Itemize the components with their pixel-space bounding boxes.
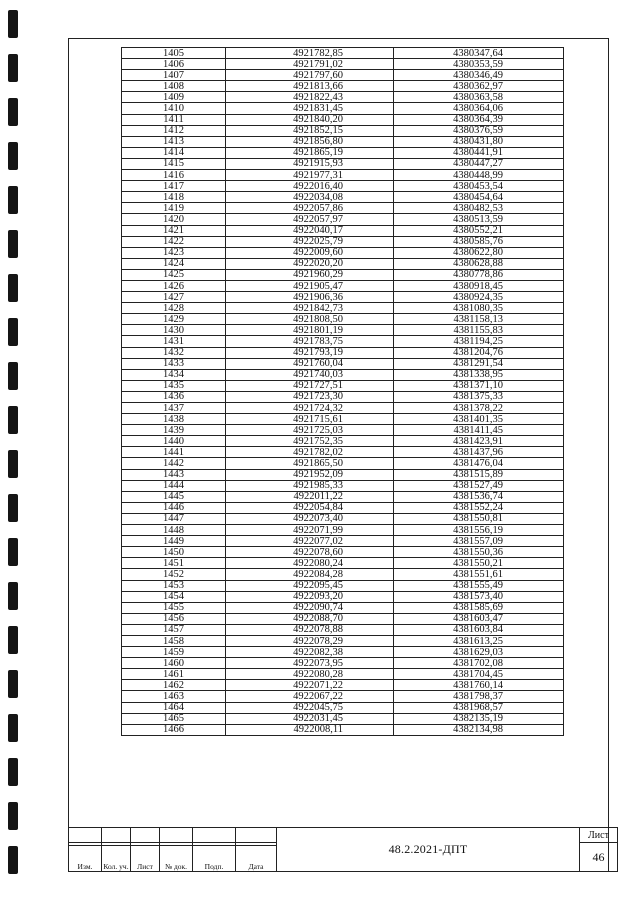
x-coordinate: 4922040,17 bbox=[226, 225, 394, 236]
y-coordinate: 4381291,54 bbox=[394, 358, 564, 369]
coordinate-row bbox=[122, 158, 564, 169]
coordinate-row bbox=[122, 214, 564, 225]
x-coordinate: 4922080,28 bbox=[226, 669, 394, 680]
x-coordinate: 4922057,86 bbox=[226, 203, 394, 214]
stamp-empty-cell bbox=[69, 828, 102, 843]
x-coordinate: 4922090,74 bbox=[226, 602, 394, 613]
coordinate-row bbox=[122, 491, 564, 502]
binding-mark bbox=[8, 714, 18, 742]
coordinate-row bbox=[122, 358, 564, 369]
point-number: 1436 bbox=[122, 391, 226, 402]
y-coordinate: 4380376,59 bbox=[394, 125, 564, 136]
point-number: 1453 bbox=[122, 580, 226, 591]
y-coordinate: 4380482,53 bbox=[394, 203, 564, 214]
y-coordinate: 4380918,45 bbox=[394, 280, 564, 291]
x-coordinate: 4921782,02 bbox=[226, 447, 394, 458]
point-number: 1424 bbox=[122, 258, 226, 269]
y-coordinate: 4380778,86 bbox=[394, 269, 564, 280]
point-number: 1410 bbox=[122, 103, 226, 114]
coordinate-row bbox=[122, 658, 564, 669]
point-number: 1405 bbox=[122, 48, 226, 59]
point-number: 1454 bbox=[122, 591, 226, 602]
binding-mark bbox=[8, 10, 18, 38]
point-number: 1446 bbox=[122, 502, 226, 513]
point-number: 1418 bbox=[122, 192, 226, 203]
y-coordinate: 4381968,57 bbox=[394, 702, 564, 713]
binding-mark bbox=[8, 406, 18, 434]
x-coordinate: 4922067,22 bbox=[226, 691, 394, 702]
coordinate-row bbox=[122, 680, 564, 691]
point-number: 1407 bbox=[122, 70, 226, 81]
coordinate-row bbox=[122, 236, 564, 247]
x-coordinate: 4922031,45 bbox=[226, 713, 394, 724]
y-coordinate: 4381204,76 bbox=[394, 347, 564, 358]
point-number: 1452 bbox=[122, 569, 226, 580]
y-coordinate: 4381629,03 bbox=[394, 647, 564, 658]
x-coordinate: 4921727,51 bbox=[226, 380, 394, 391]
y-coordinate: 4380448,99 bbox=[394, 170, 564, 181]
y-coordinate: 4381194,25 bbox=[394, 336, 564, 347]
stamp-col-date: Дата bbox=[236, 845, 277, 871]
point-number: 1429 bbox=[122, 314, 226, 325]
coordinate-row bbox=[122, 480, 564, 491]
x-coordinate: 4921715,61 bbox=[226, 414, 394, 425]
x-coordinate: 4921977,31 bbox=[226, 170, 394, 181]
coordinate-row bbox=[122, 469, 564, 480]
x-coordinate: 4921831,45 bbox=[226, 103, 394, 114]
y-coordinate: 4381585,69 bbox=[394, 602, 564, 613]
stamp-empty-cell bbox=[193, 828, 236, 843]
coordinate-row bbox=[122, 525, 564, 536]
x-coordinate: 4922016,40 bbox=[226, 181, 394, 192]
coordinate-row bbox=[122, 724, 564, 735]
point-number: 1437 bbox=[122, 403, 226, 414]
coordinate-row bbox=[122, 647, 564, 658]
y-coordinate: 4380513,59 bbox=[394, 214, 564, 225]
point-number: 1434 bbox=[122, 369, 226, 380]
coordinate-row bbox=[122, 380, 564, 391]
coordinate-row bbox=[122, 391, 564, 402]
y-coordinate: 4381158,13 bbox=[394, 314, 564, 325]
binding-mark bbox=[8, 494, 18, 522]
x-coordinate: 4922078,60 bbox=[226, 547, 394, 558]
point-number: 1460 bbox=[122, 658, 226, 669]
coordinate-row bbox=[122, 569, 564, 580]
coordinate-row bbox=[122, 103, 564, 114]
y-coordinate: 4381573,40 bbox=[394, 591, 564, 602]
y-coordinate: 4381702,08 bbox=[394, 658, 564, 669]
x-coordinate: 4922057,97 bbox=[226, 214, 394, 225]
y-coordinate: 4380347,64 bbox=[394, 48, 564, 59]
point-number: 1458 bbox=[122, 635, 226, 646]
title-block bbox=[68, 827, 618, 872]
coordinate-row bbox=[122, 114, 564, 125]
x-coordinate: 4922078,88 bbox=[226, 624, 394, 635]
point-number: 1417 bbox=[122, 181, 226, 192]
point-number: 1440 bbox=[122, 436, 226, 447]
y-coordinate: 4381080,35 bbox=[394, 303, 564, 314]
x-coordinate: 4922080,24 bbox=[226, 558, 394, 569]
x-coordinate: 4921793,19 bbox=[226, 347, 394, 358]
y-coordinate: 4381603,84 bbox=[394, 624, 564, 635]
x-coordinate: 4922093,20 bbox=[226, 591, 394, 602]
point-number: 1423 bbox=[122, 247, 226, 258]
coordinate-row bbox=[122, 425, 564, 436]
x-coordinate: 4922020,20 bbox=[226, 258, 394, 269]
x-coordinate: 4921906,36 bbox=[226, 292, 394, 303]
y-coordinate: 4380454,64 bbox=[394, 192, 564, 203]
point-number: 1457 bbox=[122, 624, 226, 635]
x-coordinate: 4921724,32 bbox=[226, 403, 394, 414]
stamp-empty-cell bbox=[160, 828, 193, 843]
y-coordinate: 4381371,10 bbox=[394, 380, 564, 391]
x-coordinate: 4921725,03 bbox=[226, 425, 394, 436]
point-number: 1432 bbox=[122, 347, 226, 358]
coordinate-row bbox=[122, 458, 564, 469]
x-coordinate: 4921752,35 bbox=[226, 436, 394, 447]
point-number: 1451 bbox=[122, 558, 226, 569]
binding-mark bbox=[8, 274, 18, 302]
binding-mark bbox=[8, 758, 18, 786]
coordinate-row bbox=[122, 347, 564, 358]
y-coordinate: 4381423,91 bbox=[394, 436, 564, 447]
coordinate-row bbox=[122, 192, 564, 203]
x-coordinate: 4922077,02 bbox=[226, 536, 394, 547]
y-coordinate: 4380924,35 bbox=[394, 292, 564, 303]
coordinate-row bbox=[122, 502, 564, 513]
point-number: 1413 bbox=[122, 136, 226, 147]
point-number: 1414 bbox=[122, 147, 226, 158]
point-number: 1411 bbox=[122, 114, 226, 125]
stamp-col-qty: Кол. уч. bbox=[102, 845, 131, 871]
coordinate-row bbox=[122, 436, 564, 447]
x-coordinate: 4921822,43 bbox=[226, 92, 394, 103]
x-coordinate: 4921952,09 bbox=[226, 469, 394, 480]
x-coordinate: 4922011,22 bbox=[226, 491, 394, 502]
y-coordinate: 4381375,33 bbox=[394, 391, 564, 402]
point-number: 1456 bbox=[122, 613, 226, 624]
x-coordinate: 4922025,79 bbox=[226, 236, 394, 247]
x-coordinate: 4921915,93 bbox=[226, 158, 394, 169]
coordinate-row bbox=[122, 70, 564, 81]
y-coordinate: 4381798,37 bbox=[394, 691, 564, 702]
y-coordinate: 4381550,81 bbox=[394, 513, 564, 524]
binding-mark bbox=[8, 846, 18, 874]
binding-mark bbox=[8, 670, 18, 698]
x-coordinate: 4921852,15 bbox=[226, 125, 394, 136]
point-number: 1449 bbox=[122, 536, 226, 547]
stamp-col-sheet: Лист bbox=[131, 845, 160, 871]
coordinate-row bbox=[122, 591, 564, 602]
point-number: 1464 bbox=[122, 702, 226, 713]
point-number: 1408 bbox=[122, 81, 226, 92]
point-number: 1459 bbox=[122, 647, 226, 658]
binding-mark bbox=[8, 582, 18, 610]
binding-mark bbox=[8, 538, 18, 566]
x-coordinate: 4922008,11 bbox=[226, 724, 394, 735]
x-coordinate: 4922084,28 bbox=[226, 569, 394, 580]
coordinates-table bbox=[121, 47, 564, 736]
coordinate-row bbox=[122, 247, 564, 258]
point-number: 1441 bbox=[122, 447, 226, 458]
coordinate-row bbox=[122, 325, 564, 336]
coordinate-row bbox=[122, 92, 564, 103]
point-number: 1455 bbox=[122, 602, 226, 613]
y-coordinate: 4380346,49 bbox=[394, 70, 564, 81]
coordinate-row bbox=[122, 691, 564, 702]
y-coordinate: 4380453,54 bbox=[394, 181, 564, 192]
y-coordinate: 4381760,14 bbox=[394, 680, 564, 691]
x-coordinate: 4921740,03 bbox=[226, 369, 394, 380]
y-coordinate: 4381556,19 bbox=[394, 525, 564, 536]
point-number: 1419 bbox=[122, 203, 226, 214]
x-coordinate: 4921801,19 bbox=[226, 325, 394, 336]
point-number: 1444 bbox=[122, 480, 226, 491]
point-number: 1450 bbox=[122, 547, 226, 558]
stamp-col-doc-no: № док. bbox=[160, 845, 193, 871]
coordinate-row bbox=[122, 547, 564, 558]
y-coordinate: 4380362,97 bbox=[394, 81, 564, 92]
x-coordinate: 4922034,08 bbox=[226, 192, 394, 203]
coordinate-row bbox=[122, 303, 564, 314]
coordinate-row bbox=[122, 225, 564, 236]
point-number: 1445 bbox=[122, 491, 226, 502]
coordinate-row bbox=[122, 602, 564, 613]
coordinate-row bbox=[122, 369, 564, 380]
stamp-empty-cell bbox=[236, 828, 277, 843]
x-coordinate: 4921783,75 bbox=[226, 336, 394, 347]
point-number: 1447 bbox=[122, 513, 226, 524]
point-number: 1448 bbox=[122, 525, 226, 536]
x-coordinate: 4922071,99 bbox=[226, 525, 394, 536]
point-number: 1420 bbox=[122, 214, 226, 225]
y-coordinate: 4380364,06 bbox=[394, 103, 564, 114]
point-number: 1466 bbox=[122, 724, 226, 735]
y-coordinate: 4382135,19 bbox=[394, 713, 564, 724]
y-coordinate: 4381527,49 bbox=[394, 480, 564, 491]
coordinate-row bbox=[122, 314, 564, 325]
point-number: 1443 bbox=[122, 469, 226, 480]
x-coordinate: 4921808,50 bbox=[226, 314, 394, 325]
point-number: 1422 bbox=[122, 236, 226, 247]
coordinate-row bbox=[122, 624, 564, 635]
x-coordinate: 4921791,02 bbox=[226, 59, 394, 70]
y-coordinate: 4381155,83 bbox=[394, 325, 564, 336]
y-coordinate: 4380441,91 bbox=[394, 147, 564, 158]
stamp-empty-cell bbox=[102, 828, 131, 843]
point-number: 1461 bbox=[122, 669, 226, 680]
x-coordinate: 4921865,50 bbox=[226, 458, 394, 469]
coordinate-row bbox=[122, 136, 564, 147]
x-coordinate: 4921960,29 bbox=[226, 269, 394, 280]
point-number: 1433 bbox=[122, 358, 226, 369]
y-coordinate: 4380364,39 bbox=[394, 114, 564, 125]
y-coordinate: 4381603,47 bbox=[394, 613, 564, 624]
coordinate-row bbox=[122, 580, 564, 591]
x-coordinate: 4921813,66 bbox=[226, 81, 394, 92]
coordinate-row bbox=[122, 170, 564, 181]
point-number: 1425 bbox=[122, 269, 226, 280]
y-coordinate: 4381613,25 bbox=[394, 635, 564, 646]
x-coordinate: 4921723,30 bbox=[226, 391, 394, 402]
sheet-number: 46 bbox=[580, 843, 618, 872]
coordinate-row bbox=[122, 613, 564, 624]
coordinate-row bbox=[122, 336, 564, 347]
y-coordinate: 4381378,22 bbox=[394, 403, 564, 414]
y-coordinate: 4380447,27 bbox=[394, 158, 564, 169]
binding-mark bbox=[8, 802, 18, 830]
x-coordinate: 4922082,38 bbox=[226, 647, 394, 658]
coordinate-row bbox=[122, 292, 564, 303]
point-number: 1416 bbox=[122, 170, 226, 181]
point-number: 1428 bbox=[122, 303, 226, 314]
sheet-label: Лист bbox=[580, 828, 618, 843]
x-coordinate: 4921865,19 bbox=[226, 147, 394, 158]
y-coordinate: 4380363,58 bbox=[394, 92, 564, 103]
x-coordinate: 4921782,85 bbox=[226, 48, 394, 59]
coordinate-row bbox=[122, 181, 564, 192]
binding-mark bbox=[8, 98, 18, 126]
y-coordinate: 4380552,21 bbox=[394, 225, 564, 236]
point-number: 1412 bbox=[122, 125, 226, 136]
coordinate-row bbox=[122, 414, 564, 425]
x-coordinate: 4922054,84 bbox=[226, 502, 394, 513]
coordinate-row bbox=[122, 669, 564, 680]
y-coordinate: 4381551,61 bbox=[394, 569, 564, 580]
binding-mark bbox=[8, 186, 18, 214]
y-coordinate: 4380431,80 bbox=[394, 136, 564, 147]
x-coordinate: 4921797,60 bbox=[226, 70, 394, 81]
coordinate-row bbox=[122, 147, 564, 158]
binding-mark bbox=[8, 318, 18, 346]
y-coordinate: 4381557,09 bbox=[394, 536, 564, 547]
y-coordinate: 4381437,96 bbox=[394, 447, 564, 458]
coordinate-row bbox=[122, 59, 564, 70]
coordinate-row bbox=[122, 513, 564, 524]
point-number: 1409 bbox=[122, 92, 226, 103]
x-coordinate: 4921840,20 bbox=[226, 114, 394, 125]
x-coordinate: 4922073,40 bbox=[226, 513, 394, 524]
y-coordinate: 4381411,45 bbox=[394, 425, 564, 436]
binding-mark bbox=[8, 450, 18, 478]
point-number: 1421 bbox=[122, 225, 226, 236]
point-number: 1427 bbox=[122, 292, 226, 303]
y-coordinate: 4381401,35 bbox=[394, 414, 564, 425]
point-number: 1430 bbox=[122, 325, 226, 336]
y-coordinate: 4381550,36 bbox=[394, 547, 564, 558]
point-number: 1415 bbox=[122, 158, 226, 169]
x-coordinate: 4922045,75 bbox=[226, 702, 394, 713]
point-number: 1442 bbox=[122, 458, 226, 469]
coordinate-row bbox=[122, 81, 564, 92]
coordinate-row bbox=[122, 447, 564, 458]
coordinates-table-body bbox=[122, 48, 564, 736]
binding-mark bbox=[8, 626, 18, 654]
binding-mark bbox=[8, 54, 18, 82]
x-coordinate: 4921905,47 bbox=[226, 280, 394, 291]
coordinate-row bbox=[122, 269, 564, 280]
stamp-col-signature: Подп. bbox=[193, 845, 236, 871]
x-coordinate: 4921856,80 bbox=[226, 136, 394, 147]
binding-mark bbox=[8, 142, 18, 170]
x-coordinate: 4921985,33 bbox=[226, 480, 394, 491]
y-coordinate: 4381555,49 bbox=[394, 580, 564, 591]
coordinate-row bbox=[122, 702, 564, 713]
point-number: 1435 bbox=[122, 380, 226, 391]
y-coordinate: 4381476,04 bbox=[394, 458, 564, 469]
x-coordinate: 4922071,22 bbox=[226, 680, 394, 691]
coordinate-row bbox=[122, 635, 564, 646]
x-coordinate: 4922088,70 bbox=[226, 613, 394, 624]
x-coordinate: 4922073,95 bbox=[226, 658, 394, 669]
coordinate-row bbox=[122, 48, 564, 59]
coordinate-row bbox=[122, 280, 564, 291]
point-number: 1463 bbox=[122, 691, 226, 702]
point-number: 1426 bbox=[122, 280, 226, 291]
y-coordinate: 4381552,24 bbox=[394, 502, 564, 513]
coordinate-row bbox=[122, 558, 564, 569]
y-coordinate: 4381550,21 bbox=[394, 558, 564, 569]
y-coordinate: 4381536,74 bbox=[394, 491, 564, 502]
coordinate-row bbox=[122, 203, 564, 214]
y-coordinate: 4382134,98 bbox=[394, 724, 564, 735]
y-coordinate: 4381515,89 bbox=[394, 469, 564, 480]
y-coordinate: 4380353,59 bbox=[394, 59, 564, 70]
x-coordinate: 4921842,73 bbox=[226, 303, 394, 314]
coordinate-row bbox=[122, 536, 564, 547]
y-coordinate: 4380622,80 bbox=[394, 247, 564, 258]
point-number: 1431 bbox=[122, 336, 226, 347]
point-number: 1462 bbox=[122, 680, 226, 691]
coordinate-row bbox=[122, 258, 564, 269]
x-coordinate: 4922078,29 bbox=[226, 635, 394, 646]
binding-mark bbox=[8, 362, 18, 390]
point-number: 1406 bbox=[122, 59, 226, 70]
point-number: 1465 bbox=[122, 713, 226, 724]
x-coordinate: 4922095,45 bbox=[226, 580, 394, 591]
x-coordinate: 4921760,04 bbox=[226, 358, 394, 369]
y-coordinate: 4380628,88 bbox=[394, 258, 564, 269]
y-coordinate: 4380585,76 bbox=[394, 236, 564, 247]
stamp-col-change: Изм. bbox=[69, 845, 102, 871]
binding-hole-marks bbox=[0, 0, 26, 905]
document-code: 48.2.2021-ДПТ bbox=[277, 828, 580, 872]
coordinate-row bbox=[122, 403, 564, 414]
stamp-empty-cell bbox=[131, 828, 160, 843]
y-coordinate: 4381338,95 bbox=[394, 369, 564, 380]
binding-mark bbox=[8, 230, 18, 258]
y-coordinate: 4381704,45 bbox=[394, 669, 564, 680]
point-number: 1438 bbox=[122, 414, 226, 425]
coordinate-row bbox=[122, 713, 564, 724]
coordinate-row bbox=[122, 125, 564, 136]
point-number: 1439 bbox=[122, 425, 226, 436]
x-coordinate: 4922009,60 bbox=[226, 247, 394, 258]
